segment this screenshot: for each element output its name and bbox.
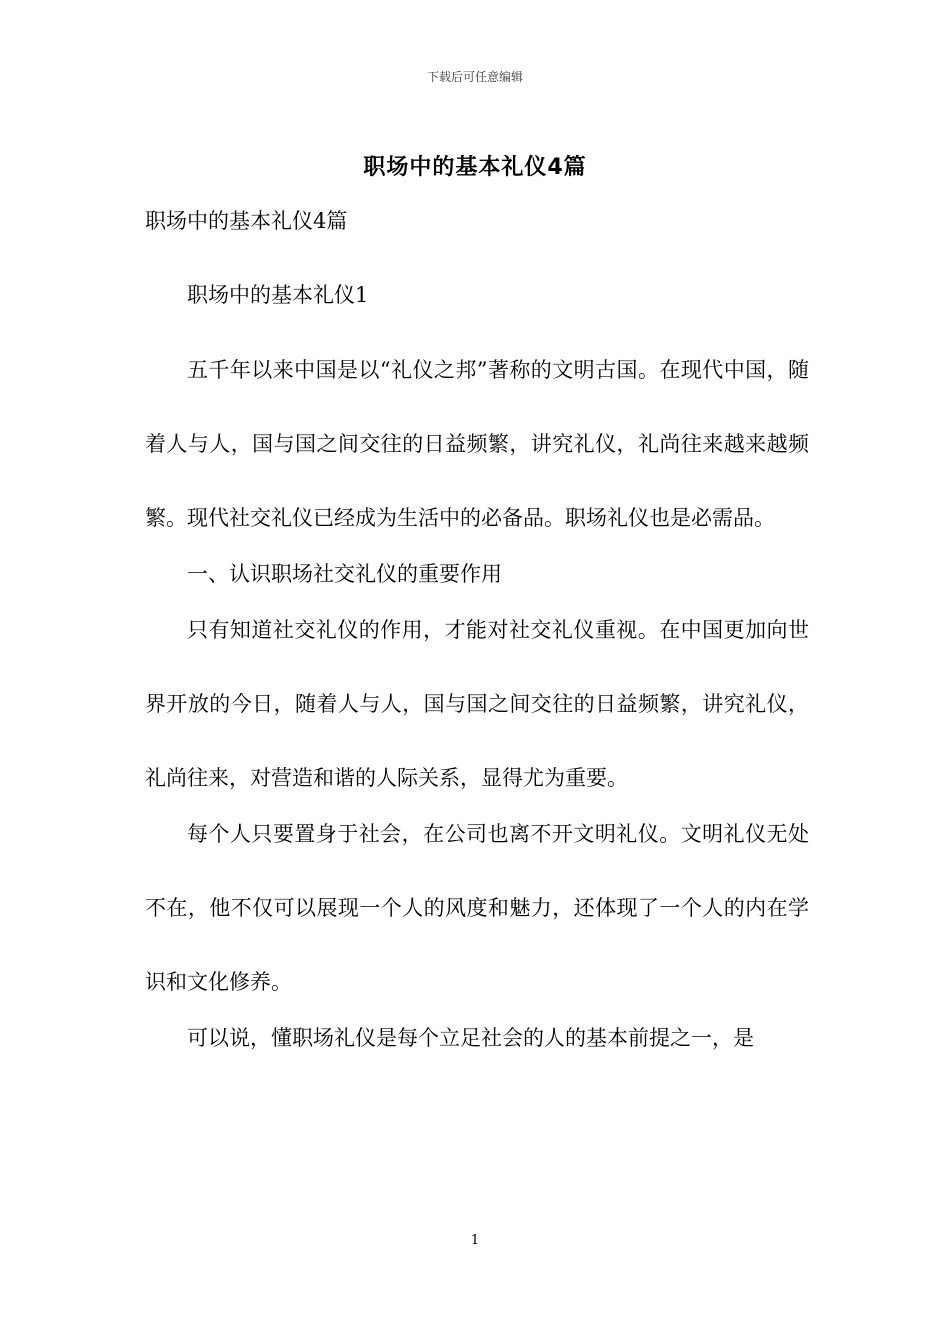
header-note: 下载后可任意编辑 — [426, 70, 523, 84]
section-heading: 一、认识职场社交礼仪的重要作用 — [187, 562, 502, 586]
body-paragraph: 五千年以来中国是以“礼仪之邦”著称的文明古国。在现代中国，随着人与人，国与国之间交往的日益频繁，讲究礼仪，礼尚往来越来越频繁。现代社交礼仪已经成为生活中的必备品。职场礼仪也是必需品。 — [145, 358, 809, 530]
page-number: 1 — [470, 1233, 480, 1248]
body-paragraph: 可以说，懂职场礼仪是每个立足社会的人的基本前提之一，是 — [187, 1026, 754, 1050]
document-title: 职场中的基本礼仪4篇 — [363, 155, 587, 180]
section-heading: 职场中的基本礼仪1 — [187, 283, 369, 307]
body-paragraph: 每个人只要置身于社会，在公司也离不开文明礼仪。文明礼仪无处不在，他不仅可以展现一个人的风度和魅力，还体现了一个人的内在学识和文化修养。 — [145, 822, 809, 994]
body-paragraph: 只有知道社交礼仪的作用，才能对社交礼仪重视。在中国更加向世界开放的今日，随着人与人，国与国之间交往的日益频繁，讲究礼仪，礼尚往来，对营造和谐的人际关系，显得尤为重要。 — [145, 618, 809, 790]
subtitle-paragraph: 职场中的基本礼仪4篇 — [145, 209, 348, 233]
document-body — [145, 203, 809, 1075]
